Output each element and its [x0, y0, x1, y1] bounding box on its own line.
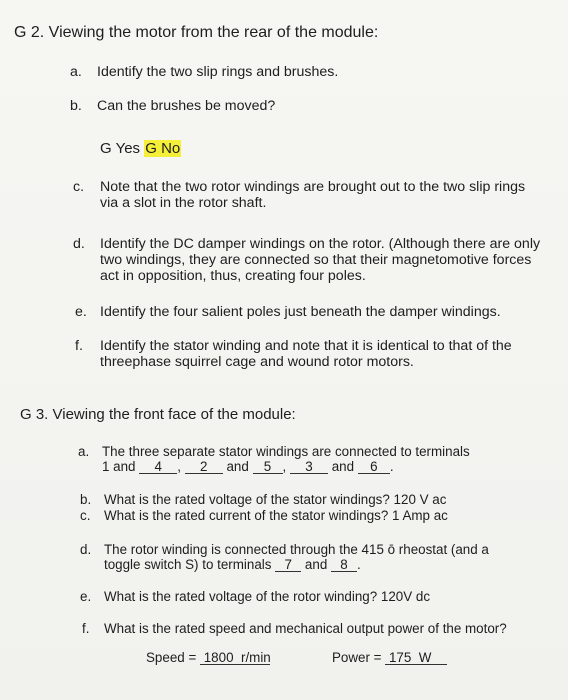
item-text: What is the rated current of the stator windings? 1 Amp ac — [104, 508, 448, 523]
answer-no-g: G — [145, 140, 157, 157]
item-text-line: threephase squirrel cage and wound rotor motors. — [100, 354, 414, 370]
power-value — [385, 651, 447, 665]
text-fragment: . — [389, 459, 394, 474]
item-text: Can the brushes be moved? — [97, 98, 276, 114]
text-fragment: and — [331, 459, 355, 474]
section-g2-heading: G 2. Viewing the motor from the rear of the module: — [14, 24, 379, 41]
item-text: Identify the two slip rings and brushes. — [97, 64, 339, 80]
item-text: What is the rated voltage of the rotor winding? 120V dc — [104, 589, 431, 604]
answer-blank: 5 — [253, 460, 283, 474]
item-label: e. — [80, 589, 92, 604]
item-label: f. — [82, 621, 90, 636]
item-text-line: Note that the two rotor windings are brought out to the two slip rings — [100, 179, 526, 195]
item-text-line: two windings, they are connected so that their magnetomotive forces — [100, 252, 532, 268]
item-text-line: via a slot in the rotor shaft. — [100, 195, 267, 211]
text-fragment: toggle switch S) to terminals — [104, 557, 272, 572]
answer-blank: 7 — [275, 558, 301, 572]
item-text: What is the rated speed and mechanical output power of the motor? — [104, 621, 507, 636]
item-text: What is the rated voltage of the stator windings? 120 V ac — [104, 492, 447, 507]
text-fragment: and — [304, 557, 328, 572]
answer-no-highlighted — [144, 140, 181, 157]
power-answer — [332, 650, 447, 665]
text-fragment: 1 and — [102, 459, 136, 474]
power-label: Power = — [332, 650, 382, 665]
section-g3-heading: G 3. Viewing the front face of the module: — [20, 406, 296, 423]
item-label: f. — [75, 338, 83, 354]
text-fragment: , — [177, 459, 181, 474]
answer-yes: G Yes — [100, 140, 141, 157]
item-text: Identify the four salient poles just beneath the damper windings. — [100, 304, 501, 320]
answer-blank: 8 — [331, 558, 357, 572]
item-label: c. — [73, 179, 85, 195]
answer-blank: 3 — [290, 460, 328, 474]
rotor-terminal-answers — [104, 557, 361, 572]
item-label: c. — [80, 508, 91, 523]
item-text-line: The rotor winding is connected through the 415 ō rheostat (and a — [104, 542, 489, 557]
brushes-answer — [100, 140, 181, 157]
speed-value — [200, 651, 270, 665]
item-text-line: Identify the DC damper windings on the rotor. (Although there are only — [100, 236, 541, 252]
speed-unit: r/min — [240, 650, 271, 665]
item-text-line: Identify the stator winding and note that it is identical to that of the — [100, 338, 512, 354]
item-label: a. — [70, 64, 82, 80]
text-fragment: and — [226, 459, 249, 474]
answer-blank: 6 — [358, 460, 390, 474]
item-text-line: act in opposition, thus, creating four poles. — [100, 268, 366, 284]
item-label: b. — [70, 98, 82, 114]
power-unit: W — [418, 650, 432, 665]
speed-number: 1800 — [203, 650, 234, 665]
item-label: d. — [73, 236, 85, 252]
answer-blank: 2 — [185, 460, 223, 474]
answer-no-text: No — [161, 140, 181, 157]
text-fragment: . — [357, 557, 361, 572]
answer-blank: 4 — [139, 460, 177, 474]
speed-answer — [146, 650, 270, 665]
item-label: a. — [78, 444, 90, 459]
item-text-line: The three separate stator windings are connected to terminals — [102, 444, 470, 459]
speed-label: Speed = — [146, 650, 197, 665]
item-label: d. — [80, 542, 92, 557]
item-label: b. — [80, 492, 92, 507]
text-fragment: , — [282, 459, 287, 474]
power-number: 175 — [388, 650, 412, 665]
terminal-answers — [102, 459, 394, 474]
item-label: e. — [75, 304, 87, 320]
